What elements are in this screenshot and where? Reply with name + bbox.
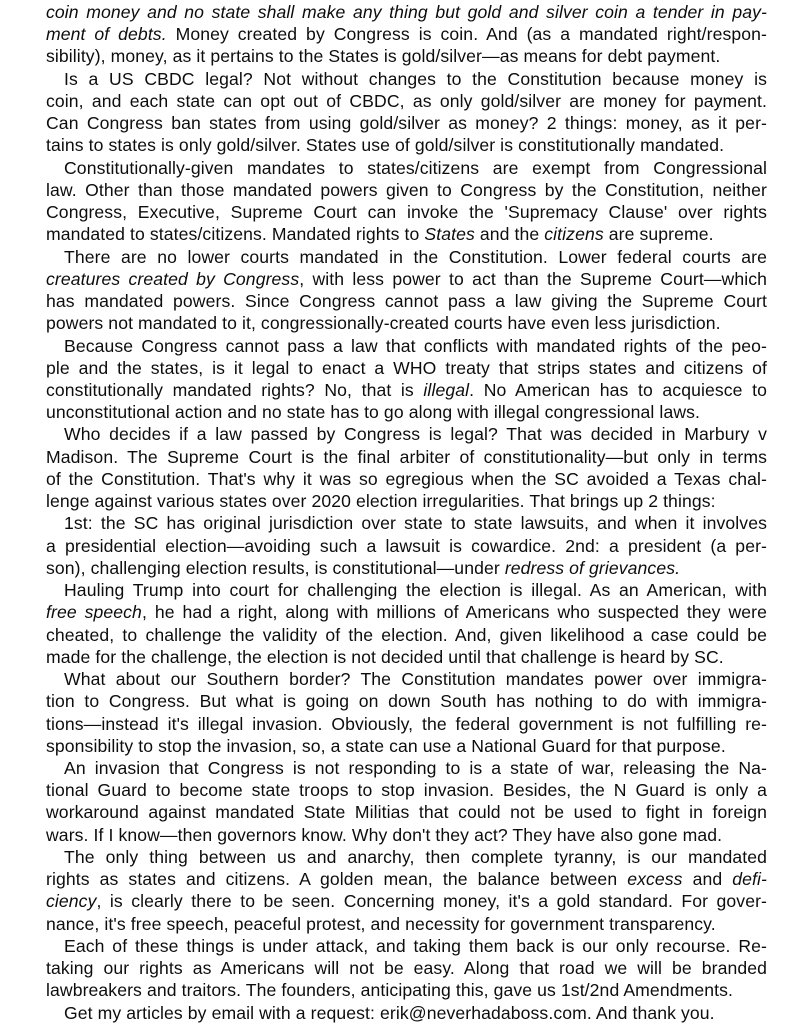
text-run: There are no lower courts mandated in the Constitution. Lower federal courts are	[64, 246, 767, 267]
text-run: ple and the states, is it legal to enact a WHO treaty that strips states and citizens of	[46, 357, 767, 378]
text-run: constitutionally mandated rights? No, that is	[46, 379, 424, 400]
text-run: of the Constitution. That's why it was so egregious when the SC avoided a Texas chal-	[46, 468, 767, 489]
text-line	[46, 1, 767, 23]
text-line	[46, 246, 767, 268]
text-line	[46, 157, 767, 179]
text-line	[46, 290, 767, 312]
text-line	[46, 1002, 767, 1024]
text-run: 1st: the SC has original jurisdiction over state to state lawsuits, and when it involves	[64, 513, 767, 534]
text-line	[46, 134, 767, 156]
italic-text-run: ciency	[46, 891, 97, 912]
text-run: tional Guard to become state troops to stop invasion. Besides, the N Guard is only a	[46, 780, 767, 801]
text-run: and	[682, 869, 733, 890]
italic-text-run: ment of debts.	[46, 24, 167, 45]
text-run: Because Congress cannot pass a law that conflicts with mandated rights of the peo-	[64, 335, 767, 356]
text-line	[46, 45, 767, 67]
text-run: powers not mandated to it, congressionally-created courts have even less jurisdiction.	[46, 313, 721, 334]
text-run: coin, and each state can opt out of CBDC, as only gold/silver are money for payment.	[46, 90, 767, 111]
text-run: tion to Congress. But what is going on down South has nothing to do with immigra-	[46, 691, 767, 712]
italic-text-run: illegal	[423, 379, 470, 400]
text-line	[46, 68, 767, 90]
text-run: Who decides if a law passed by Congress is legal? That was decided in Marbury v	[64, 424, 767, 445]
text-run: has mandated powers. Since Congress cannot pass a law giving the Supreme Court	[46, 291, 767, 312]
text-line	[46, 601, 767, 623]
text-run: Constitutionally-given mandates to states/citizens are exempt from Congressional	[64, 157, 767, 178]
text-line	[46, 401, 767, 423]
text-line	[46, 757, 767, 779]
text-run: . No American has to acquiesce to	[469, 379, 767, 400]
text-run: workaround against mandated State Militias that could not be used to fight in foreign	[46, 802, 767, 823]
text-run: Each of these things is under attack, and taking them back is our only recourse. Re-	[64, 935, 767, 956]
italic-text-run: excess	[627, 869, 683, 890]
text-run: taking our rights as Americans will not be easy. Along that road we will be branded	[46, 958, 767, 979]
text-line	[46, 624, 767, 646]
article-text-block	[46, 1, 767, 1024]
text-run: Is a US CBDC legal? Not without changes to the Constitution because money is	[64, 68, 767, 89]
text-run: a presidential election—avoiding such a lawsuit is cowardice. 2nd: a president (a per-	[46, 535, 767, 556]
text-line	[46, 713, 767, 735]
text-run: Money created by Congress is coin. And (as a mandated right/respon-	[166, 24, 767, 45]
text-line	[46, 535, 767, 557]
text-line	[46, 23, 767, 45]
text-line	[46, 268, 767, 290]
text-line	[46, 90, 767, 112]
text-run: , is clearly there to be seen. Concerning money, it's a gold standard. For gover-	[96, 891, 767, 912]
italic-text-run: citizens	[544, 224, 604, 245]
text-line	[46, 579, 767, 601]
text-run: Can Congress ban states from using gold/silver as money? 2 things: money, as it per-	[46, 113, 767, 134]
text-run: and the	[474, 224, 545, 245]
text-line	[46, 223, 767, 245]
text-line	[46, 112, 767, 134]
text-line	[46, 312, 767, 334]
text-line	[46, 846, 767, 868]
text-run: , with less power to act than the Supreme Court—which	[299, 268, 767, 289]
text-line	[46, 557, 767, 579]
italic-text-run: creatures created by Congress	[46, 268, 300, 289]
text-line	[46, 646, 767, 668]
text-run: are supreme.	[603, 224, 714, 245]
italic-text-run: redress of grievances.	[504, 557, 681, 578]
text-run: What about our Southern border? The Constitution mandates power over immigra-	[64, 669, 767, 690]
text-run: law. Other than those mandated powers given to Congress by the Constitution, neither	[46, 179, 767, 200]
text-run: tions—instead it's illegal invasion. Obviously, the federal government is not fulfilling re-	[46, 713, 767, 734]
text-run: tains to states is only gold/silver. States use of gold/silver is constitutionally mandated.	[46, 135, 725, 156]
text-line	[46, 379, 767, 401]
text-line	[46, 735, 767, 757]
italic-text-run: coin money and no state shall make any thing but gold and silver coin a tender in pay-	[46, 2, 767, 22]
text-line	[46, 446, 767, 468]
text-run: unconstitutional action and no state has to go along with illegal congressional laws.	[46, 402, 701, 423]
text-line	[46, 957, 767, 979]
text-run: The only thing between us and anarchy, then complete tyranny, is our mandated	[64, 846, 767, 867]
text-run: sponsibility to stop the invasion, so, a state can use a National Guard for that purpose.	[46, 735, 726, 756]
text-run: nance, it's free speech, peaceful protest, and necessity for government transparency.	[46, 913, 716, 934]
text-run: lawbreakers and traitors. The founders, anticipating this, gave us 1st/2nd Amendments.	[46, 980, 733, 1001]
text-run: sibility), money, as it pertains to the States is gold/silver—as means for debt payment.	[46, 46, 721, 67]
italic-text-run: defi-	[732, 869, 767, 890]
text-run: lenge against various states over 2020 election irregularities. That brings up 2 things:	[46, 491, 716, 512]
text-run: , he had a right, along with millions of Americans who suspected they were	[141, 602, 767, 623]
text-line	[46, 913, 767, 935]
text-line	[46, 357, 767, 379]
text-line	[46, 423, 767, 445]
text-line	[46, 512, 767, 534]
text-line	[46, 201, 767, 223]
text-run: Madison. The Supreme Court is the final arbiter of constitutionality—but only in terms	[46, 446, 767, 467]
text-run: rights as states and citizens. A golden mean, the balance between	[46, 869, 628, 890]
text-run: mandated to states/citizens. Mandated rights to	[46, 224, 425, 245]
text-line	[46, 335, 767, 357]
italic-text-run: free speech	[46, 602, 142, 623]
text-line	[46, 979, 767, 1001]
text-line	[46, 690, 767, 712]
text-line	[46, 801, 767, 823]
text-line	[46, 868, 767, 890]
text-line	[46, 179, 767, 201]
text-line	[46, 490, 767, 512]
text-line	[46, 890, 767, 912]
text-run: Congress, Executive, Supreme Court can invoke the 'Supremacy Clause' over rights	[46, 202, 767, 223]
text-run: cheated, to challenge the validity of the election. And, given likelihood a case could be	[46, 624, 767, 645]
text-run: An invasion that Congress is not responding to is a state of war, releasing the Na-	[64, 757, 767, 778]
italic-text-run: States	[424, 224, 475, 245]
text-run: son), challenging election results, is constitutional—under	[46, 557, 505, 578]
text-run: Get my articles by email with a request: erik@neverhadaboss.com. And thank you.	[64, 1002, 715, 1023]
text-run: made for the challenge, the election is not decided until that challenge is heard by SC.	[46, 646, 724, 667]
text-line	[46, 935, 767, 957]
text-run: wars. If I know—then governors know. Why don't they act? They have also gone mad.	[46, 824, 723, 845]
text-line	[46, 779, 767, 801]
text-line	[46, 824, 767, 846]
text-line	[46, 668, 767, 690]
text-run: Hauling Trump into court for challenging the election is illegal. As an American, with	[64, 580, 767, 601]
text-line	[46, 468, 767, 490]
